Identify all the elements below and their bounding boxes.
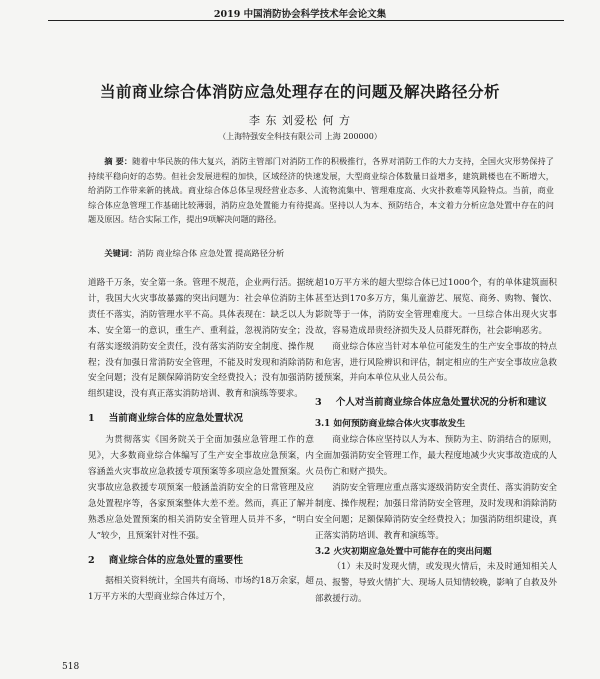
subsection-3-1-p2: 消防安全管理应重点落实逐级消防安全责任、落实消防安全制度、操作规程；加强日常消防安全管理，及时发现和消除消防安全问题；足额保障消防安全经费投入；加强消防组织建设，真正落实消防培训、教育和演练等。 xyxy=(315,482,557,541)
subsection-3-2-heading: 3.2 火灾初期应急处置中可能存在的突出问题 xyxy=(315,546,492,557)
page-number: 518 xyxy=(62,662,80,672)
section-2-text: 据相关资料统计，全国共有商场、市场约18万余家，超1万平方米的大型商业综合体过万个， xyxy=(88,576,314,603)
continuation-paragraph: 超10万平方米的超大型综合体已过1000个，有的单体建筑面积甚至达到170多万方，集儿童游艺、展览、商务、购物、餐饮、影院等于一体，消防安全管理难度大。一旦综合体出现火灾事故，容易造成昂贵经济损失及人员群死群伤，社会影响恶劣。 xyxy=(315,278,557,336)
keywords-text: 消防 商业综合体 应急处置 提高路径分析 xyxy=(137,248,285,258)
subsection-3-1-heading: 3.1 如何预防商业综合体火灾事故发生 xyxy=(315,419,466,430)
header-rule xyxy=(48,20,564,21)
right-column xyxy=(315,276,557,608)
subsection-3-1-p1: 商业综合体应坚持以人为本、预防为主、防消结合的原则，全面加强消防安全管理工作，最大程度地减少火灾事故造成的人员伤亡和财产损失。 xyxy=(315,435,557,477)
section-1-text: 为贯彻落实《国务院关于全面加强应急管理工作的意见》，大多数商业综合体编写了生产安全事故应急预案，内容涵盖火灾事故应急救援专项预案等多项应急处置预案。火灾事故应急救援专项预案一般涵盖消防安全的日常管理及应急处置程序等，各家预案整体大差不差。然而，真正了解并熟悉应急处置预案的相关消防安全管理人员并不多，“明白人”较少，且预案针对性不强。 xyxy=(88,435,314,541)
abstract xyxy=(88,154,554,227)
abstract-text: 随着中华民族的伟大复兴，消防主管部门对消防工作的积极推行，各界对消防工作的大力支持，全国火灾形势保持了持续平稳向好的态势。但社会发展进程的加快，区域经济的快速发展，大型商业综合体数量日益增多，建筑跳楼也在不断增大，给消防工作带来新的挑战。商业综合体总体呈现经营业态多、人流物流集中、管理难度高、火灾扑救难等风险特点。当前，商业综合体应急管理工作基础比较薄弱，消防应急处置能力有待提高。坚持以人为本、预防结合，本文着力分析应急处置中存在的问题及原因。结合实际工作，提出9项解决问题的路径。 xyxy=(88,156,554,225)
section-3-heading: 3 个人对当前商业综合体应急处置状况的分析和建议 xyxy=(315,397,547,409)
affiliation: （上海特强安全科技有限公司 上海 200000） xyxy=(218,132,382,141)
subsection-3-2-p1: （1）未及时发现火情，或发现火情后，未及时通知相关人员、报警，导致火情扩大、现场人员知情较晚，影响了自救及外部救援行动。 xyxy=(315,562,557,605)
section-2-heading: 2 商业综合体的应急处置的重要性 xyxy=(88,554,243,566)
keywords-label: 关键词： xyxy=(104,248,138,258)
left-column xyxy=(88,276,314,606)
paragraph-2: 商业综合体应当针对本单位可能发生的生产安全事故的特点和危害，进行风险辨识和评估，制定相应的生产安全事故应急救援预案，并向本单位从业人员公布。 xyxy=(315,341,557,384)
paper-title: 当前商业综合体消防应急处理存在的问题及解决路径分析 xyxy=(99,82,500,101)
keywords xyxy=(88,246,554,261)
intro-paragraph: 道路千万条，安全第一条。管理不规范，企业两行活。据统计，我国大火灾事故暴露的突出问题为：社会单位消防主体责任不落实，消防管理水平不高。具体表现在：缺乏以人为本、安全第一的意识，重生产、重利益，忽视消防安全；没有落实逐级消防安全责任，没有落实消防安全制度、操作规程；没有加强日常消防安全管理，不能及时发现和消除消防安全问题；没有足额保障消防安全经费投入；没有加强消防组织建设，没有真正落实消防培训、教育和演练等要求。 xyxy=(88,278,314,400)
abstract-label: 摘 要： xyxy=(104,156,133,166)
section-1-heading: 1 当前商业综合体的应急处置状况 xyxy=(88,413,243,425)
authors: 李 东 刘爱松 何 方 xyxy=(249,114,351,127)
running-header: 2019 中国消防协会科学技术年会论文集 xyxy=(213,9,387,20)
